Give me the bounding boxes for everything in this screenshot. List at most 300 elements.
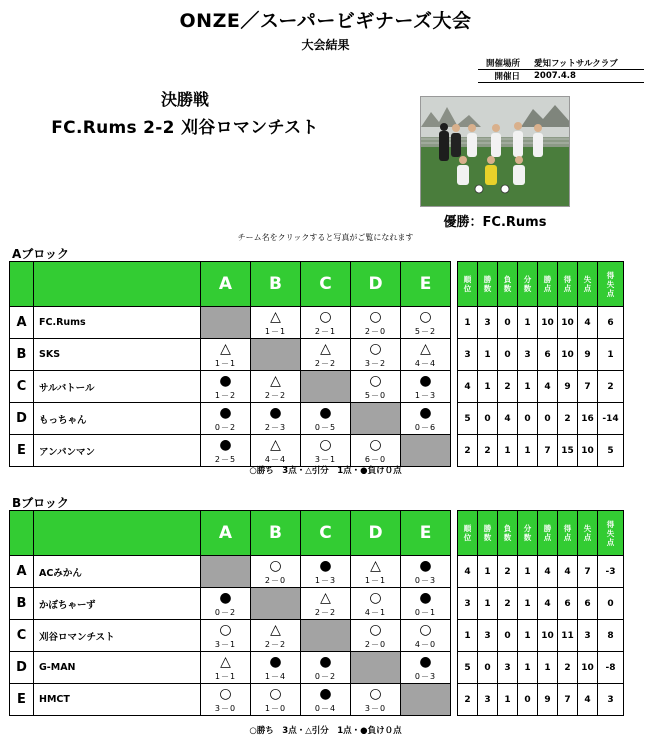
stat-cell: 9 bbox=[578, 339, 598, 371]
result-cell bbox=[301, 556, 351, 588]
row-letter: B bbox=[10, 588, 34, 620]
header-team bbox=[34, 511, 201, 556]
header-gap bbox=[451, 511, 458, 556]
stat-cell: 6 bbox=[578, 588, 598, 620]
table-row bbox=[10, 556, 624, 588]
header-stat-1 bbox=[478, 511, 498, 556]
result-score: 2－2 bbox=[314, 359, 337, 368]
stat-cell: 10 bbox=[538, 620, 558, 652]
result-score: 2－0 bbox=[364, 640, 387, 649]
row-gap bbox=[451, 307, 458, 339]
page-title: ONZE／スーパービギナーズ大会 bbox=[179, 10, 472, 32]
row-gap bbox=[451, 371, 458, 403]
header-stat-char: 失 bbox=[606, 528, 615, 538]
stat-cell: 1 bbox=[518, 435, 538, 467]
stat-cell: 5 bbox=[458, 652, 478, 684]
stat-cell: 6 bbox=[558, 588, 578, 620]
header-stat-char: 位 bbox=[463, 533, 472, 542]
result-score: 0－5 bbox=[314, 423, 337, 432]
result-cell bbox=[401, 556, 451, 588]
result-cell bbox=[401, 403, 451, 435]
result-score: 0－2 bbox=[214, 608, 237, 617]
row-letter: C bbox=[10, 371, 34, 403]
header-stat-0 bbox=[458, 511, 478, 556]
result-symbol: ○ bbox=[219, 622, 232, 638]
diagonal-cell bbox=[301, 620, 351, 652]
team-name-link[interactable]: FC.Rums bbox=[34, 307, 201, 339]
header-stat-char: 点 bbox=[606, 288, 615, 298]
header-stat-char: 得 bbox=[563, 275, 572, 284]
result-symbol: ○ bbox=[369, 622, 382, 638]
result-cell bbox=[351, 556, 401, 588]
stat-cell: 1 bbox=[518, 588, 538, 620]
result-score: 2－1 bbox=[314, 327, 337, 336]
block-a-table bbox=[9, 261, 624, 467]
table-row bbox=[10, 339, 624, 371]
result-score: 0－3 bbox=[414, 576, 437, 585]
result-score: 3－1 bbox=[214, 640, 237, 649]
block-b-label: Bブロック bbox=[12, 496, 69, 510]
result-symbol: △ bbox=[320, 590, 331, 606]
result-score: 2－5 bbox=[214, 455, 237, 464]
stat-cell: 7 bbox=[578, 556, 598, 588]
result-symbol: ● bbox=[419, 654, 432, 670]
row-letter: A bbox=[10, 307, 34, 339]
row-letter: E bbox=[10, 435, 34, 467]
header-col-e: E bbox=[401, 511, 451, 556]
team-name-link[interactable]: もっちゃん bbox=[34, 403, 201, 435]
result-score: 1－1 bbox=[364, 576, 387, 585]
result-cell bbox=[251, 556, 301, 588]
result-symbol: ○ bbox=[369, 373, 382, 389]
stat-cell: 0 bbox=[498, 620, 518, 652]
team-photo bbox=[420, 96, 570, 207]
result-symbol: ○ bbox=[369, 686, 382, 702]
header-stat-char: 勝 bbox=[483, 275, 492, 284]
row-gap bbox=[451, 403, 458, 435]
result-symbol: △ bbox=[220, 341, 231, 357]
header-col-a: A bbox=[201, 262, 251, 307]
stat-cell: 10 bbox=[578, 435, 598, 467]
table-row bbox=[10, 403, 624, 435]
header-stat-char: 数 bbox=[503, 533, 512, 542]
result-symbol: △ bbox=[420, 341, 431, 357]
click-note: チーム名をクリックすると写真がご覧になれます bbox=[237, 233, 414, 242]
result-cell bbox=[301, 403, 351, 435]
result-symbol: ○ bbox=[419, 309, 432, 325]
header-team bbox=[34, 262, 201, 307]
stat-cell: 4 bbox=[538, 588, 558, 620]
result-cell bbox=[351, 339, 401, 371]
header-stat-3 bbox=[518, 511, 538, 556]
result-symbol: ○ bbox=[369, 437, 382, 453]
header-stat-char: 負 bbox=[503, 524, 512, 533]
stat-cell: 4 bbox=[458, 556, 478, 588]
stat-cell: 1 bbox=[458, 307, 478, 339]
result-cell bbox=[351, 435, 401, 467]
stat-cell: 1 bbox=[498, 435, 518, 467]
result-symbol: ○ bbox=[369, 309, 382, 325]
stat-cell: 9 bbox=[558, 371, 578, 403]
table-row bbox=[10, 588, 624, 620]
result-cell bbox=[401, 652, 451, 684]
stat-cell: 2 bbox=[598, 371, 624, 403]
row-gap bbox=[451, 556, 458, 588]
header-stat-3 bbox=[518, 262, 538, 307]
page-subtitle: 大会結果 bbox=[301, 38, 350, 52]
venue-row bbox=[478, 57, 644, 70]
result-score: 3－0 bbox=[214, 704, 237, 713]
row-gap bbox=[451, 435, 458, 467]
result-cell bbox=[301, 307, 351, 339]
header-col-b: B bbox=[251, 511, 301, 556]
team-name-link[interactable]: SKS bbox=[34, 339, 201, 371]
stat-cell: 4 bbox=[558, 556, 578, 588]
stat-cell: 3 bbox=[458, 339, 478, 371]
stat-cell: 6 bbox=[538, 339, 558, 371]
stat-cell: 3 bbox=[478, 307, 498, 339]
result-symbol: ○ bbox=[219, 686, 232, 702]
stat-cell: 3 bbox=[498, 652, 518, 684]
stat-cell: 0 bbox=[538, 403, 558, 435]
diagonal-cell bbox=[201, 307, 251, 339]
stat-cell: 0 bbox=[518, 684, 538, 716]
header-stat-4 bbox=[538, 511, 558, 556]
header-gap bbox=[451, 262, 458, 307]
result-symbol: △ bbox=[270, 622, 281, 638]
result-score: 0－1 bbox=[414, 608, 437, 617]
diagonal-cell bbox=[201, 556, 251, 588]
date-label: 開催日 bbox=[494, 72, 520, 82]
stat-cell: 1 bbox=[518, 307, 538, 339]
header-stat-char: 数 bbox=[523, 284, 532, 293]
stat-cell: 3 bbox=[578, 620, 598, 652]
team-name-link[interactable]: かぼちゃーず bbox=[34, 588, 201, 620]
result-cell bbox=[351, 620, 401, 652]
diagonal-cell bbox=[401, 684, 451, 716]
date-value: 2007.4.8 bbox=[534, 71, 576, 81]
header-stat-0 bbox=[458, 262, 478, 307]
stat-cell: -3 bbox=[598, 556, 624, 588]
row-letter: C bbox=[10, 620, 34, 652]
stat-cell: 2 bbox=[458, 684, 478, 716]
header-stat-4 bbox=[538, 262, 558, 307]
result-symbol: ○ bbox=[419, 622, 432, 638]
result-symbol: ● bbox=[269, 405, 282, 421]
header-stat-6 bbox=[578, 262, 598, 307]
stat-cell: 1 bbox=[498, 684, 518, 716]
table-row bbox=[10, 307, 624, 339]
diagonal-cell bbox=[401, 435, 451, 467]
result-symbol: ● bbox=[419, 558, 432, 574]
stat-cell: 1 bbox=[478, 588, 498, 620]
header-stat-char: 勝 bbox=[483, 524, 492, 533]
result-symbol: ● bbox=[219, 373, 232, 389]
row-gap bbox=[451, 339, 458, 371]
stat-cell: 2 bbox=[558, 652, 578, 684]
result-score: 5－0 bbox=[364, 391, 387, 400]
result-symbol: ○ bbox=[269, 686, 282, 702]
stat-cell: 1 bbox=[538, 652, 558, 684]
stat-cell: -14 bbox=[598, 403, 624, 435]
header-row bbox=[10, 262, 624, 307]
stat-cell: 10 bbox=[558, 307, 578, 339]
result-score: 1－2 bbox=[214, 391, 237, 400]
stat-cell: 7 bbox=[578, 371, 598, 403]
stat-cell: -8 bbox=[598, 652, 624, 684]
table-row bbox=[10, 371, 624, 403]
table-row bbox=[10, 620, 624, 652]
result-cell bbox=[301, 435, 351, 467]
result-cell bbox=[351, 684, 401, 716]
result-symbol: ● bbox=[319, 405, 332, 421]
result-score: 2－2 bbox=[314, 608, 337, 617]
result-score: 3－1 bbox=[314, 455, 337, 464]
result-symbol: △ bbox=[320, 341, 331, 357]
result-score: 4－4 bbox=[414, 359, 437, 368]
result-cell bbox=[201, 684, 251, 716]
stat-cell: 4 bbox=[578, 307, 598, 339]
result-score: 0－4 bbox=[314, 704, 337, 713]
result-symbol: ● bbox=[219, 590, 232, 606]
stat-cell: 1 bbox=[478, 371, 498, 403]
result-score: 0－2 bbox=[314, 672, 337, 681]
result-symbol: △ bbox=[220, 654, 231, 670]
result-score: 1－0 bbox=[264, 704, 287, 713]
result-cell bbox=[251, 684, 301, 716]
table-row bbox=[10, 435, 624, 467]
final-score: FC.Rums 2-2 刈谷ロマンチスト bbox=[51, 118, 319, 138]
stat-cell: 5 bbox=[598, 435, 624, 467]
header-stat-char: 点 bbox=[543, 284, 552, 293]
stat-cell: 7 bbox=[558, 684, 578, 716]
header-stat-5 bbox=[558, 262, 578, 307]
stat-cell: 4 bbox=[578, 684, 598, 716]
stat-cell: 10 bbox=[538, 307, 558, 339]
header-stat-char: 負 bbox=[503, 275, 512, 284]
result-score: 1－1 bbox=[264, 327, 287, 336]
result-symbol: ● bbox=[419, 373, 432, 389]
result-cell bbox=[301, 652, 351, 684]
result-score: 1－1 bbox=[214, 359, 237, 368]
row-letter: A bbox=[10, 556, 34, 588]
stat-cell: 4 bbox=[458, 371, 478, 403]
header-stat-char: 分 bbox=[523, 524, 532, 533]
result-cell bbox=[401, 620, 451, 652]
stat-cell: 16 bbox=[578, 403, 598, 435]
result-score: 5－2 bbox=[414, 327, 437, 336]
result-score: 0－2 bbox=[214, 423, 237, 432]
stat-cell: 1 bbox=[458, 620, 478, 652]
header-stat-char: 点 bbox=[563, 284, 572, 293]
result-cell bbox=[201, 588, 251, 620]
header-col-d: D bbox=[351, 262, 401, 307]
header-stat-char: 得 bbox=[563, 524, 572, 533]
result-score: 1－3 bbox=[314, 576, 337, 585]
header-stat-char: 数 bbox=[483, 533, 492, 542]
result-score: 2－0 bbox=[264, 576, 287, 585]
result-cell bbox=[301, 339, 351, 371]
result-cell bbox=[201, 403, 251, 435]
stat-cell: 1 bbox=[478, 556, 498, 588]
result-score: 3－0 bbox=[364, 704, 387, 713]
stat-cell: 4 bbox=[538, 371, 558, 403]
team-name-link[interactable]: HMCT bbox=[34, 684, 201, 716]
stat-cell: 0 bbox=[478, 403, 498, 435]
stat-cell: 3 bbox=[518, 339, 538, 371]
result-score: 1－4 bbox=[264, 672, 287, 681]
diagonal-cell bbox=[301, 371, 351, 403]
result-cell bbox=[251, 620, 301, 652]
result-symbol: ● bbox=[419, 590, 432, 606]
team-name-link[interactable]: 刈谷ロマンチスト bbox=[34, 620, 201, 652]
result-cell bbox=[251, 435, 301, 467]
result-symbol: △ bbox=[270, 373, 281, 389]
row-letter: D bbox=[10, 652, 34, 684]
result-score: 0－6 bbox=[414, 423, 437, 432]
result-cell bbox=[251, 371, 301, 403]
header-stat-char: 点 bbox=[563, 533, 572, 542]
header-stat-char: 点 bbox=[606, 537, 615, 547]
header-stat-char: 点 bbox=[583, 533, 592, 542]
diagonal-cell bbox=[251, 588, 301, 620]
header-col-a: A bbox=[201, 511, 251, 556]
table-row bbox=[10, 684, 624, 716]
result-cell bbox=[351, 588, 401, 620]
header-stat-char: 得 bbox=[606, 519, 615, 529]
header-stat-char: 勝 bbox=[543, 275, 552, 284]
header-corner bbox=[10, 511, 34, 556]
result-score: 2－2 bbox=[264, 640, 287, 649]
stat-cell: 2 bbox=[478, 435, 498, 467]
result-cell bbox=[301, 588, 351, 620]
stat-cell: 5 bbox=[458, 403, 478, 435]
stat-cell: 4 bbox=[498, 403, 518, 435]
stat-cell: 4 bbox=[538, 556, 558, 588]
header-stat-7 bbox=[598, 511, 624, 556]
winner-label: 優勝：FC.Rums bbox=[443, 215, 547, 230]
result-cell bbox=[401, 339, 451, 371]
row-gap bbox=[451, 652, 458, 684]
result-score: 0－3 bbox=[414, 672, 437, 681]
block-b-legend: ○勝ち 3点・△引分 1点・●負け０点 bbox=[249, 726, 402, 736]
stat-cell: 2 bbox=[498, 371, 518, 403]
row-letter: B bbox=[10, 339, 34, 371]
header-stat-2 bbox=[498, 262, 518, 307]
result-score: 2－3 bbox=[264, 423, 287, 432]
result-symbol: ● bbox=[219, 437, 232, 453]
header-stat-char: 得 bbox=[606, 270, 615, 280]
stat-cell: 0 bbox=[498, 339, 518, 371]
header-col-d: D bbox=[351, 511, 401, 556]
result-score: 4－1 bbox=[364, 608, 387, 617]
header-stat-6 bbox=[578, 511, 598, 556]
header-stat-5 bbox=[558, 511, 578, 556]
stat-cell: 1 bbox=[518, 652, 538, 684]
diagonal-cell bbox=[351, 403, 401, 435]
header-stat-char: 失 bbox=[583, 524, 592, 533]
row-gap bbox=[451, 620, 458, 652]
stat-cell: 6 bbox=[598, 307, 624, 339]
result-symbol: ● bbox=[269, 654, 282, 670]
diagonal-cell bbox=[351, 652, 401, 684]
result-score: 1－3 bbox=[414, 391, 437, 400]
header-stat-char: 数 bbox=[523, 533, 532, 542]
result-cell bbox=[201, 339, 251, 371]
result-cell bbox=[401, 371, 451, 403]
result-symbol: △ bbox=[270, 309, 281, 325]
header-stat-char: 分 bbox=[523, 275, 532, 284]
stat-cell: 0 bbox=[478, 652, 498, 684]
stat-cell: 0 bbox=[518, 403, 538, 435]
result-cell bbox=[251, 652, 301, 684]
header-stat-1 bbox=[478, 262, 498, 307]
header-stat-char: 位 bbox=[463, 284, 472, 293]
stat-cell: 1 bbox=[518, 620, 538, 652]
result-cell bbox=[201, 435, 251, 467]
date-row bbox=[478, 70, 644, 83]
result-symbol: ○ bbox=[369, 590, 382, 606]
team-name-link[interactable]: G-MAN bbox=[34, 652, 201, 684]
team-name-link[interactable]: ACみかん bbox=[34, 556, 201, 588]
stat-cell: 3 bbox=[458, 588, 478, 620]
row-gap bbox=[451, 588, 458, 620]
stat-cell: 3 bbox=[478, 684, 498, 716]
result-cell bbox=[201, 620, 251, 652]
stat-cell: 10 bbox=[558, 339, 578, 371]
stat-cell: 1 bbox=[478, 339, 498, 371]
result-score: 3－2 bbox=[364, 359, 387, 368]
header-col-e: E bbox=[401, 262, 451, 307]
result-cell bbox=[351, 307, 401, 339]
result-score: 4－4 bbox=[264, 455, 287, 464]
header-stat-char: 失 bbox=[583, 275, 592, 284]
result-symbol: ● bbox=[319, 686, 332, 702]
header-corner bbox=[10, 262, 34, 307]
team-name-link[interactable]: アンパンマン bbox=[34, 435, 201, 467]
result-cell bbox=[351, 371, 401, 403]
header-stat-char: 勝 bbox=[543, 524, 552, 533]
header-stat-char: 点 bbox=[583, 284, 592, 293]
header-stat-char: 数 bbox=[483, 284, 492, 293]
stat-cell: 15 bbox=[558, 435, 578, 467]
header-stat-2 bbox=[498, 511, 518, 556]
block-a-legend: ○勝ち 3点・△引分 1点・●負け０点 bbox=[249, 466, 402, 476]
stat-cell: 1 bbox=[598, 339, 624, 371]
team-name-link[interactable]: サルバトール bbox=[34, 371, 201, 403]
result-cell bbox=[251, 307, 301, 339]
venue-value: 愛知フットサルクラブ bbox=[534, 59, 618, 69]
stat-cell: 2 bbox=[498, 588, 518, 620]
stat-cell: 1 bbox=[518, 556, 538, 588]
result-symbol: ● bbox=[319, 654, 332, 670]
stat-cell: 7 bbox=[538, 435, 558, 467]
header-stat-char: 失 bbox=[606, 279, 615, 289]
result-symbol: ● bbox=[219, 405, 232, 421]
result-cell bbox=[201, 371, 251, 403]
result-cell bbox=[201, 652, 251, 684]
result-cell bbox=[401, 588, 451, 620]
stat-cell: 2 bbox=[498, 556, 518, 588]
header-stat-char: 順 bbox=[463, 275, 472, 284]
stat-cell: 8 bbox=[598, 620, 624, 652]
header-stat-char: 点 bbox=[543, 533, 552, 542]
diagonal-cell bbox=[251, 339, 301, 371]
row-letter: D bbox=[10, 403, 34, 435]
stat-cell: 0 bbox=[498, 307, 518, 339]
result-score: 2－0 bbox=[364, 327, 387, 336]
block-b-table bbox=[9, 510, 624, 716]
